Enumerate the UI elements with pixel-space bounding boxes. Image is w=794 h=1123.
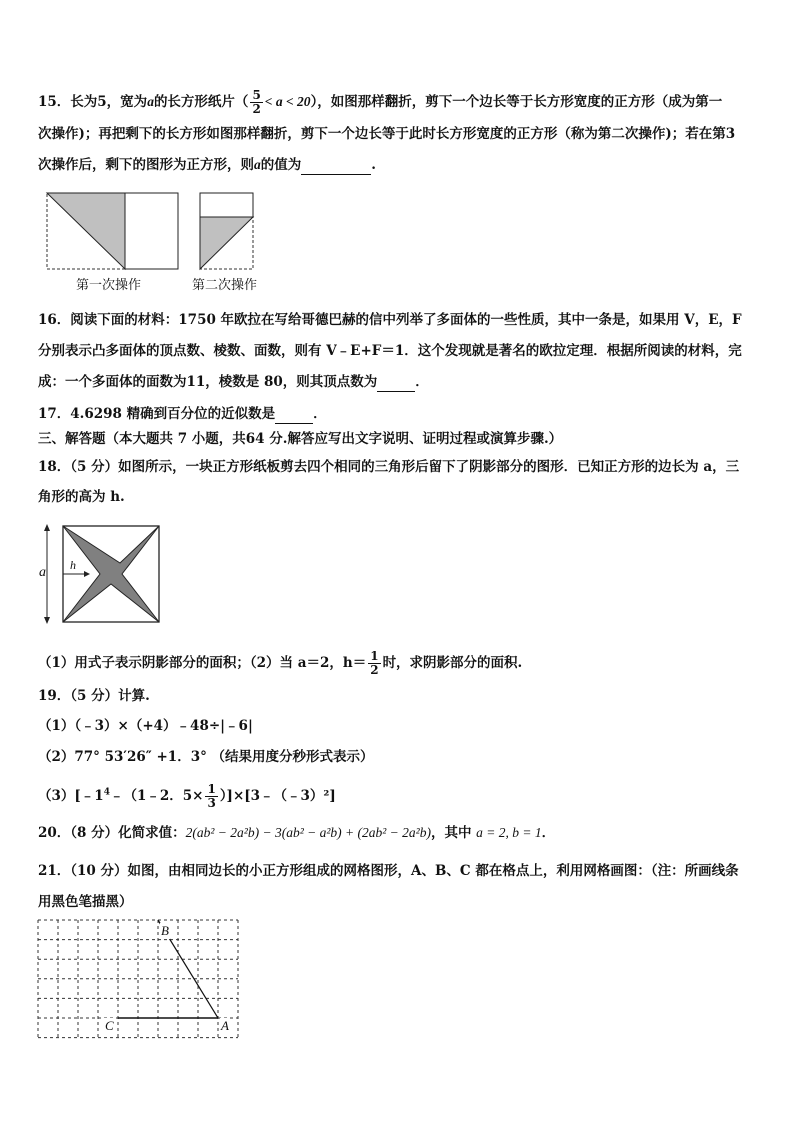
q15-fold-figure-2: [199, 192, 255, 270]
q16-line1: 16．阅读下面的材料：1750 年欧拉在写给哥德巴赫的信中列举了多面体的一些性质，其中一条是，如果用 V，E，F: [38, 312, 742, 328]
label-a: a: [39, 565, 46, 580]
q15-fraction: $\frac{5}{2}$: [252, 88, 261, 116]
label-h: h: [70, 558, 76, 572]
point-B-label: B: [161, 923, 169, 938]
q19-fraction: $\frac{1}{3}$: [207, 782, 216, 810]
q16-line2: 分别表示凸多面体的顶点数、棱数、面数，则有 V﹣E+F＝1．这个发现就是著名的欧拉定理．根据所阅读的材料，完: [38, 343, 742, 359]
q18-line2: 角形的高为 h.: [38, 489, 125, 505]
q18-fraction: $\frac{1}{2}$: [370, 649, 379, 677]
q17: 17．4.6298 精确到百分位的近似数是 ．: [38, 406, 327, 422]
q19-part1: （1）（﹣3）×（+4）﹣48÷|﹣6|: [38, 718, 253, 734]
q16-line3: 成：一个多面体的面数为11，棱数是 80，则其顶点数为 ．: [38, 374, 429, 390]
q15-fold-figure-1: [46, 192, 180, 270]
q18-subquestions: （1）用式子表示阴影部分的面积；（2）当 a＝2，h＝ $\frac{1}{2}$ 时，求阴影部分的面积.: [38, 649, 523, 677]
caption-first-operation: 第一次操作: [76, 278, 142, 293]
q21-line1: 21．（10 分）如图，由相同边长的小正方形组成的网格图形，A、B、C 都在格点上，利用网格画图：（注：所画线条: [38, 863, 739, 879]
q15-line2: 次操作)；再把剩下的长方形如图那样翻折，剪下一个边长等于此时长方形宽度的正方形（称为第二次操作)；若在第3: [38, 126, 736, 142]
q15-line1: 15．长为5，宽为a的长方形纸片（ $\frac{5}{2}$ < a < 20），如图那样翻折，剪下一个边长等于长方形宽度的正方形（成为第一: [38, 88, 723, 116]
answer-blank: [275, 405, 313, 424]
q21-line2: 用黑色笔描黑）: [38, 894, 133, 910]
caption-second-operation: 第二次操作: [192, 278, 258, 293]
answer-blank: [301, 156, 371, 175]
q19-title: 19．（5 分）计算.: [38, 688, 150, 704]
q19-part2: （2）77° 53′26″ +1．3° （结果用度分秒形式表示）: [38, 749, 374, 765]
q20: 20．（8 分）化简求值：2(ab² − 2a²b) − 3(ab² − a²b) + (2ab² − 2a²b)，其中 a = 2, b = 1．: [38, 825, 556, 841]
q18-star-figure: [36, 522, 166, 626]
section-heading: 三、解答题（本大题共 7 小题，共64 分.解答应写出文字说明、证明过程或演算步骤.）: [38, 431, 563, 447]
q15-line3: 次操作后，剩下的图形为正方形，则a的值为 .: [38, 157, 376, 173]
q21-grid-figure: [38, 920, 240, 1040]
point-C-label: C: [105, 1018, 114, 1033]
point-A-label: A: [221, 1018, 229, 1033]
q19-part3: $(3)[﹣1^4﹣(1﹣2$．5× $\frac{1}{3}$ ）]×[3﹣（﹣3）²]: [38, 782, 336, 810]
answer-blank: [377, 373, 415, 392]
q18-line1: 18．（5 分）如图所示，一块正方形纸板剪去四个相同的三角形后留下了阴影部分的图形．已知正方形的边长为 a，三: [38, 459, 740, 475]
